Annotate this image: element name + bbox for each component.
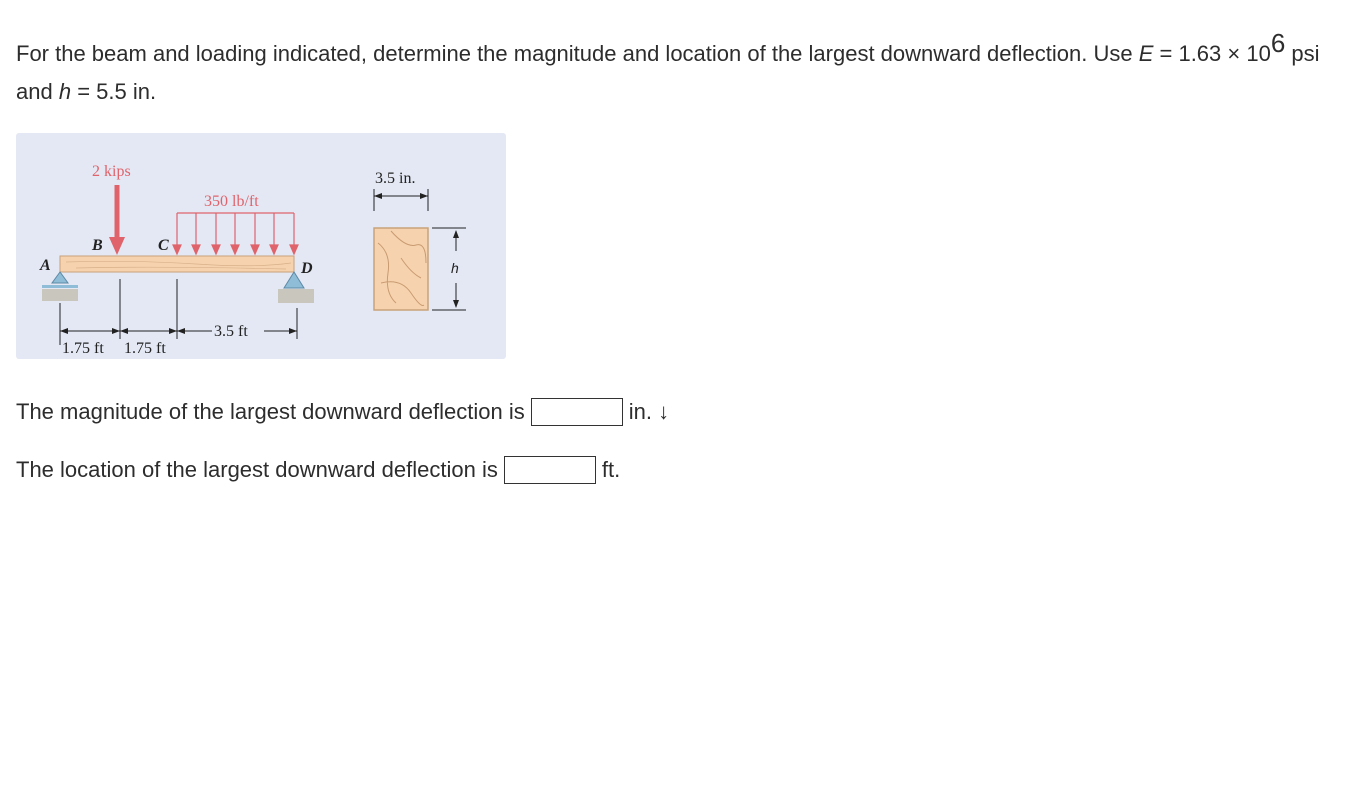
eq2: = 5.5 in. [71,79,157,104]
label-a: A [40,257,51,274]
var-h: h [58,79,72,104]
label-b: B [92,237,103,254]
question-text [16,28,1356,111]
point-load-head [109,237,125,255]
magnitude-unit: in. ↓ [628,399,670,424]
height-label: h [451,260,459,276]
width-arrow-left [374,193,382,199]
magnitude-prompt: The magnitude of the largest downward deflection is [16,399,525,424]
dim-label-2: 1.75 ft [124,340,166,357]
height-arrow-down [453,300,459,308]
location-prompt: The location of the largest downward deflection is [16,457,498,482]
beam [60,256,294,272]
support-a [52,272,68,283]
width-label: 3.5 in. [375,170,416,187]
support-d-ground [278,289,314,303]
width-arrow-right [420,193,428,199]
dim-label-1: 1.75 ft [62,340,104,357]
location-row [16,455,620,485]
support-a-rollers [42,285,78,288]
dimension-lines [60,279,297,345]
dist-load-label: 350 lb/ft [204,193,259,210]
support-a-ground [42,289,78,301]
dist-load-arrows [173,213,298,254]
label-c: C [158,237,169,254]
point-load-label: 2 kips [92,163,131,180]
var-E: E [1138,41,1154,66]
location-unit: ft. [601,457,621,482]
question-part2: psi and [16,41,1320,104]
dim-label-3: 3.5 ft [214,323,248,340]
magnitude-input[interactable] [531,398,623,426]
location-input[interactable] [504,456,596,484]
exponent: 6 [1270,28,1286,58]
label-d: D [301,260,313,277]
height-arrow-up [453,230,459,238]
eq1: = 1.63 × 10 [1153,41,1271,66]
beam-figure [16,133,506,359]
beam-diagram [16,133,506,359]
question-part1: For the beam and loading indicated, determine the magnitude and location of the largest downward deflection. Use [16,41,1139,66]
magnitude-row [16,397,669,427]
